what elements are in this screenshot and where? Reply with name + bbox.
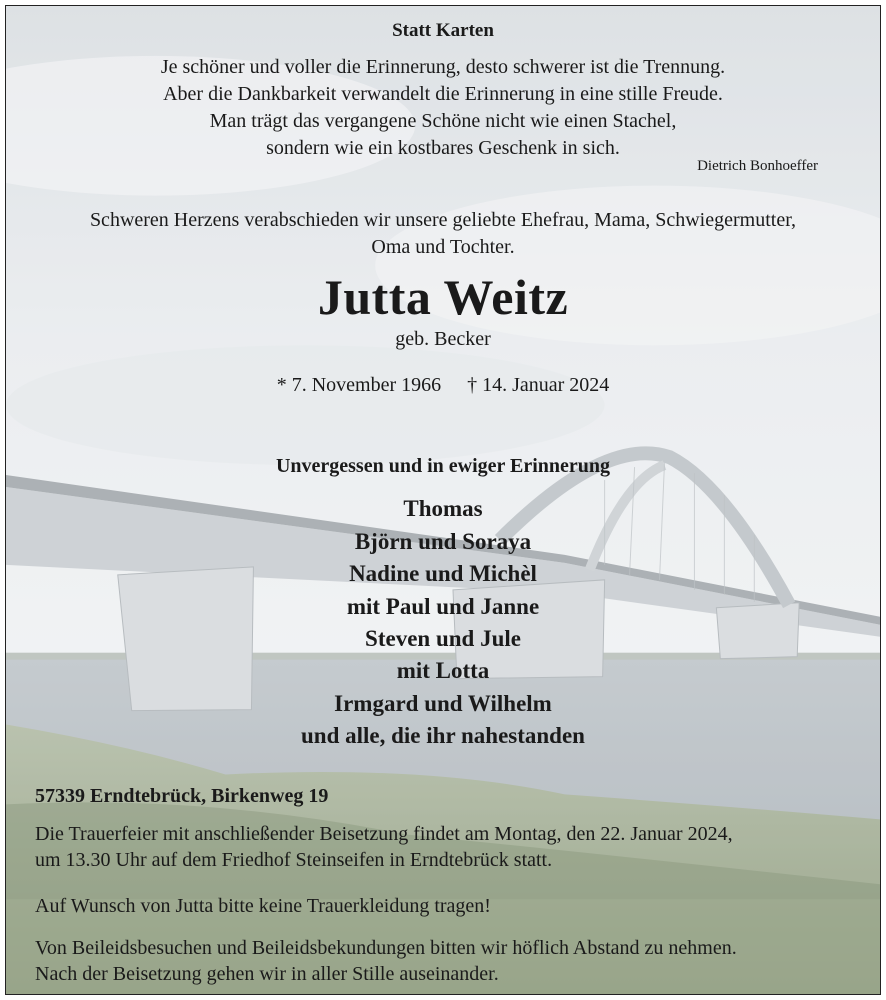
address: 57339 Erndtebrück, Birkenweg 19 <box>35 785 329 807</box>
birth-date: * 7. November 1966 <box>276 374 442 396</box>
quote-line: Aber die Dankbarkeit verwandelt die Erinnerung in eine stille Freude. <box>163 83 723 105</box>
remembrance-line: Unvergessen und in ewiger Erinnerung <box>275 455 611 477</box>
birth-name: geb. Becker <box>395 328 491 350</box>
obituary-card <box>5 5 881 995</box>
life-dates <box>6 374 880 397</box>
clothing-notice: Auf Wunsch von Jutta bitte keine Trauerkleidung tragen! <box>35 895 491 917</box>
quote-line: sondern wie ein kostbares Geschenk in sich. <box>266 137 620 159</box>
visits-notice: Von Beileidsbesuchen und Beileidsbekundungen bitten wir höflich Abstand zu nehmen. <box>35 937 737 959</box>
deceased-name: Jutta Weitz <box>317 269 569 325</box>
family-member: Björn und Soraya <box>354 529 532 554</box>
quote-line: Man trägt das vergangene Schöne nicht wie einen Stachel, <box>209 110 677 132</box>
quote-line: Je schöner und voller die Erinnerung, desto schwerer ist die Trennung. <box>160 56 726 78</box>
family-member: Steven und Jule <box>365 626 521 651</box>
intro-line: Oma und Tochter. <box>371 236 515 258</box>
family-member: Thomas <box>403 496 483 521</box>
family-member: Nadine und Michèl <box>349 561 537 586</box>
quote-author: Dietrich Bonhoeffer <box>697 158 818 174</box>
visits-notice: Nach der Beisetzung gehen wir in aller Stille auseinander. <box>35 963 499 985</box>
death-date: † 14. Januar 2024 <box>467 374 610 396</box>
family-member: mit Paul und Janne <box>346 594 540 619</box>
ceremony-notice: um 13.30 Uhr auf dem Friedhof Steinseifen in Erndtebrück statt. <box>35 849 553 871</box>
family-member: Irmgard und Wilhelm <box>334 691 552 716</box>
header-statt-karten: Statt Karten <box>392 20 494 41</box>
family-member: und alle, die ihr nahestanden <box>301 723 585 748</box>
ceremony-notice: Die Trauerfeier mit anschließender Beisetzung findet am Montag, den 22. Januar 2024, <box>35 823 733 845</box>
family-member: mit Lotta <box>396 658 490 683</box>
intro-line: Schweren Herzens verabschieden wir unsere geliebte Ehefrau, Mama, Schwiegermutter, <box>89 209 797 231</box>
